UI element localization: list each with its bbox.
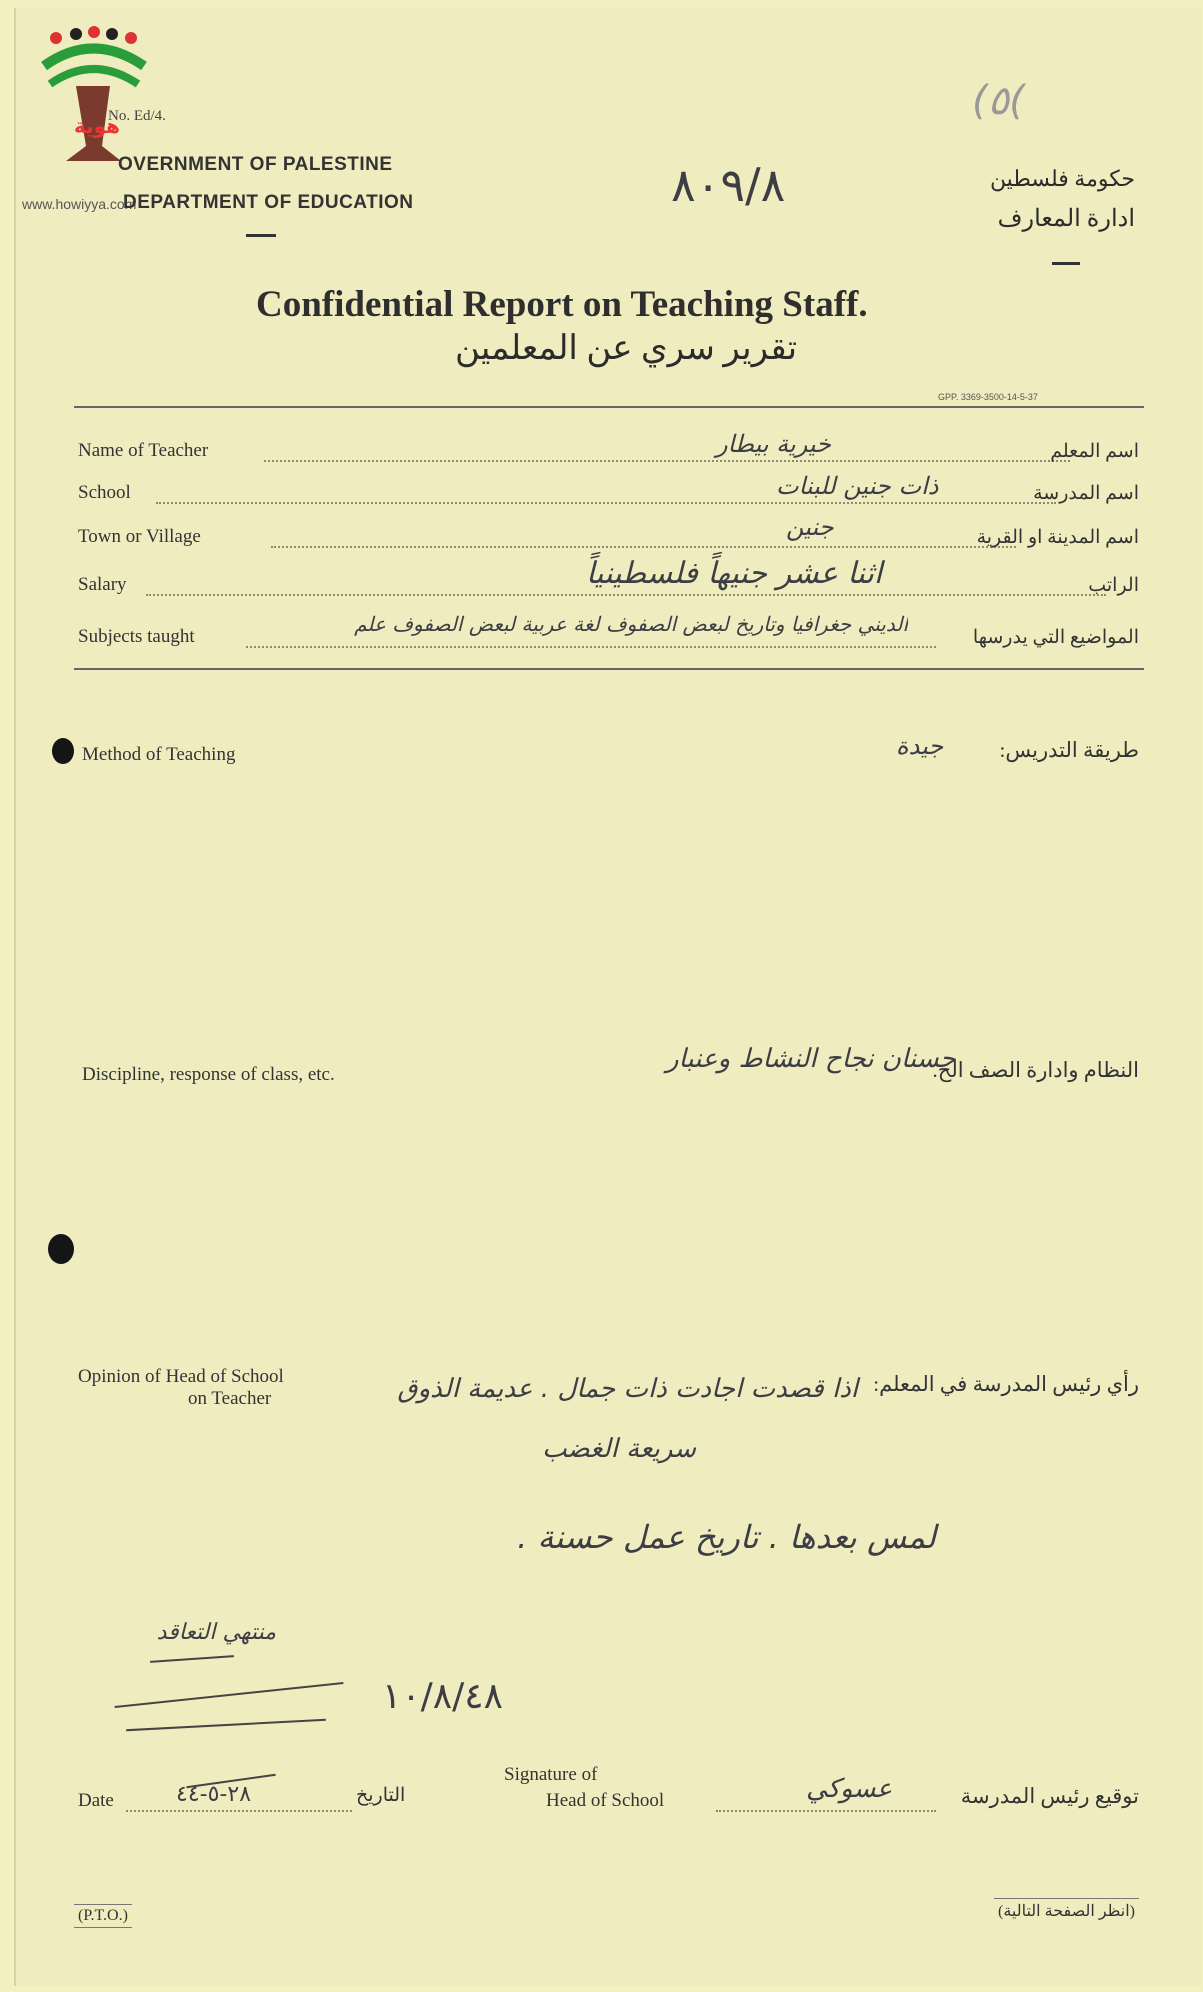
opinion-label-en-1: Opinion of Head of School bbox=[78, 1366, 284, 1387]
pto-en-box bbox=[74, 1904, 132, 1928]
report-title-en: Confidential Report on Teaching Staff. bbox=[256, 284, 868, 325]
watermark-url: www.howiyya.com bbox=[22, 196, 137, 212]
header-rule-left bbox=[246, 234, 276, 237]
date-label-ar: التاريخ bbox=[356, 1785, 406, 1806]
school-dots bbox=[156, 501, 1056, 504]
school-label-ar: اسم المدرسة bbox=[1033, 483, 1139, 504]
opinion-label-ar: رأي رئيس المدرسة في المعلم: bbox=[873, 1372, 1139, 1396]
department-title-ar: ادارة المعارف bbox=[997, 206, 1135, 232]
note-underline-3 bbox=[126, 1719, 326, 1731]
school-label-en: School bbox=[78, 482, 131, 503]
note-line-2: منتهي التعاقد bbox=[156, 1620, 276, 1645]
signature-label-ar: توقيع رئيس المدرسة bbox=[960, 1784, 1139, 1808]
date-dots bbox=[126, 1809, 352, 1812]
salary-label-en: Salary bbox=[78, 574, 127, 595]
town-dots bbox=[271, 545, 1016, 548]
teacher-name-label-ar: اسم المعلم bbox=[1050, 441, 1139, 462]
note-underline-1 bbox=[150, 1655, 234, 1663]
subjects-dots bbox=[246, 645, 936, 648]
subjects-label-ar: المواضيع التي يدرسها bbox=[972, 627, 1139, 648]
opinion-value-1: اذا قصدت اجادت ذات جمال . عديمة الذوق bbox=[397, 1374, 858, 1404]
discipline-value: حسنان نجاح النشاط وعنبار bbox=[665, 1044, 956, 1074]
discipline-label-en: Discipline, response of class, etc. bbox=[82, 1064, 335, 1085]
discipline-label-ar: النظام وادارة الصف الخ. bbox=[932, 1058, 1139, 1082]
form-number: No. Ed/4. bbox=[108, 108, 166, 124]
report-title-ar: تقرير سري عن المعلمين bbox=[454, 330, 798, 367]
print-code: GPP. 3369-3500-14-5-37 bbox=[938, 392, 1038, 402]
department-title-en: DEPARTMENT OF EDUCATION bbox=[123, 192, 414, 213]
date-value: ٢٨-٥-٤٤ bbox=[176, 1782, 252, 1807]
opinion-label-en-2: on Teacher bbox=[188, 1388, 272, 1409]
town-value: جنين bbox=[786, 513, 834, 541]
signature-dots bbox=[716, 1809, 936, 1812]
opinion-value-2: سريعة الغضب bbox=[542, 1434, 696, 1464]
subjects-value: الديني جغرافيا وتاريخ لبعض الصفوف لغة عربية لبعض الصفوف علم bbox=[354, 612, 908, 636]
watermark-logo-text: هوية bbox=[74, 114, 121, 138]
teacher-name-dots bbox=[264, 459, 1070, 462]
ink-blot-2 bbox=[48, 1234, 74, 1264]
reference-number: ٨٠٩/٨ bbox=[671, 158, 786, 212]
note-date: ١٠/٨/٤٨ bbox=[382, 1676, 503, 1717]
header-rule-right bbox=[1052, 262, 1080, 265]
title-rule bbox=[74, 406, 1144, 408]
method-label-en: Method of Teaching bbox=[82, 744, 236, 765]
salary-dots bbox=[146, 593, 1106, 596]
town-label-ar: اسم المدينة او القرية bbox=[976, 527, 1139, 548]
report-page bbox=[14, 8, 1201, 1986]
government-title-en: OVERNMENT OF PALESTINE bbox=[118, 154, 393, 175]
signature-label-en-2: Head of School bbox=[546, 1790, 665, 1811]
town-label-en: Town or Village bbox=[78, 526, 201, 547]
pto-en: (P.T.O.) bbox=[78, 1907, 128, 1924]
ink-blot-1 bbox=[52, 738, 74, 764]
fields-rule bbox=[74, 668, 1144, 670]
teacher-name-value: خيرية بيطار bbox=[716, 430, 832, 458]
date-label-en: Date bbox=[78, 1790, 114, 1811]
school-value: ذات جنين للبنات bbox=[776, 472, 939, 500]
salary-value: اثنا عشر جنيهاً فلسطينياً bbox=[586, 556, 883, 591]
note-underline-2 bbox=[115, 1682, 344, 1708]
subjects-label-en: Subjects taught bbox=[78, 626, 195, 647]
teacher-name-label-en: Name of Teacher bbox=[78, 440, 209, 461]
signature-label-en-1: Signature of bbox=[504, 1764, 598, 1785]
method-label-ar: طريقة التدريس: bbox=[999, 738, 1139, 762]
note-line-1: لمس بعدها . تاريخ عمل حسنة . bbox=[517, 1518, 936, 1556]
pto-ar-box bbox=[994, 1898, 1139, 1923]
government-title-ar: حكومة فلسطين bbox=[989, 166, 1135, 191]
top-mark: (٥( bbox=[972, 78, 1025, 124]
salary-label-ar: الراتب bbox=[1088, 575, 1139, 596]
pto-ar: (انظر الصفحة التالية) bbox=[997, 1903, 1135, 1920]
method-value: جيدة bbox=[896, 732, 944, 760]
head-signature: عسوكي bbox=[806, 1774, 893, 1804]
